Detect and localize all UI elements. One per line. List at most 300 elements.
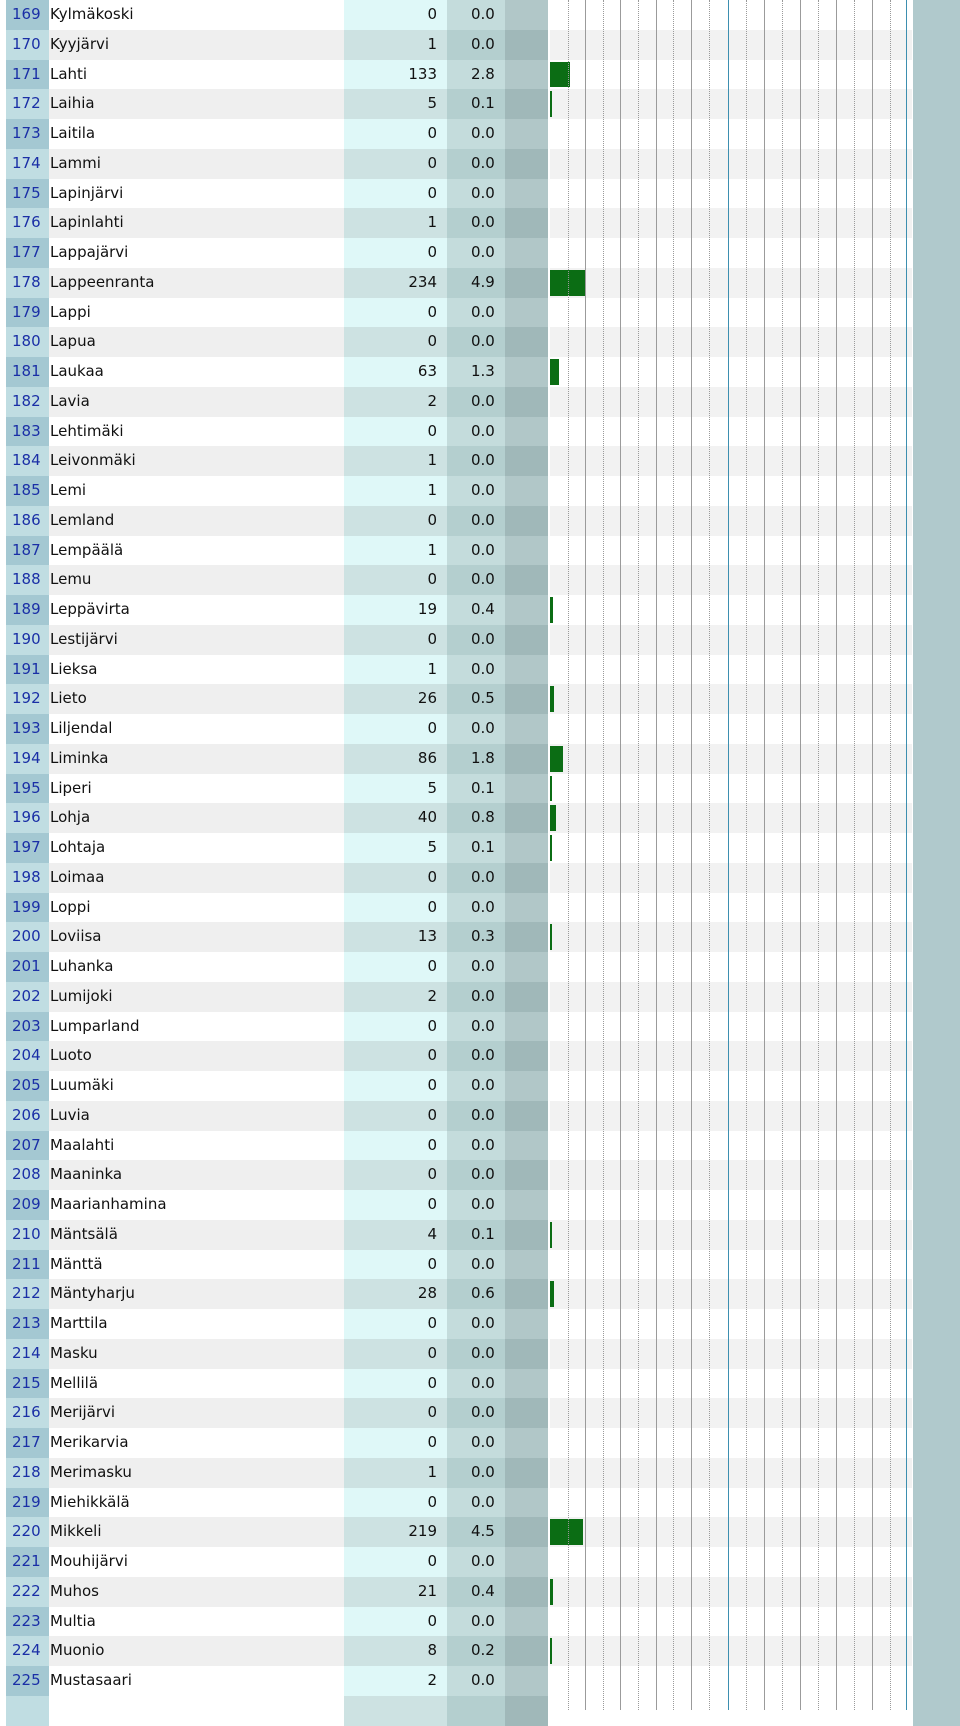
count-value: 0 [344, 952, 447, 982]
right-margin-cell [913, 833, 960, 863]
row-index-link[interactable]: 179 [6, 298, 49, 328]
municipality-name: Luumäki [49, 1071, 344, 1101]
municipality-name: Masku [49, 1339, 344, 1369]
municipality-name: Merimasku [49, 1458, 344, 1488]
municipality-name: Loimaa [49, 863, 344, 893]
municipality-name: Lapua [49, 327, 344, 357]
row-index-link[interactable]: 222 [6, 1577, 49, 1607]
percent-value: 0.0 [447, 238, 505, 268]
row-index-link[interactable]: 217 [6, 1428, 49, 1458]
percent-value: 0.0 [447, 1547, 505, 1577]
row-index-link[interactable]: 204 [6, 1041, 49, 1071]
row-index-link[interactable]: 191 [6, 655, 49, 685]
municipality-name: Mellilä [49, 1369, 344, 1399]
count-value: 0 [344, 893, 447, 923]
right-margin-cell [913, 1428, 960, 1458]
municipality-name: Lapinlahti [49, 208, 344, 238]
bar-cell [550, 1547, 912, 1577]
row-index-link[interactable]: 201 [6, 952, 49, 982]
count-value: 2 [344, 1666, 447, 1696]
count-value: 1 [344, 536, 447, 566]
bar-cell [550, 893, 912, 923]
count-value: 1 [344, 208, 447, 238]
row-index-link[interactable]: 205 [6, 1071, 49, 1101]
bar-cell [550, 387, 912, 417]
municipality-name: Lappi [49, 298, 344, 328]
right-margin-cell [913, 30, 960, 60]
bar-cell [550, 565, 912, 595]
empty-cell [505, 1696, 548, 1726]
count-value: 0 [344, 863, 447, 893]
spacer-cell [505, 655, 548, 685]
municipality-name: Liperi [49, 774, 344, 804]
spacer-cell [505, 327, 548, 357]
count-value: 219 [344, 1517, 447, 1547]
right-margin-cell [913, 1160, 960, 1190]
percent-bar [550, 597, 553, 623]
bar-cell [550, 952, 912, 982]
right-margin-cell [913, 536, 960, 566]
spacer-cell [505, 208, 548, 238]
count-value: 63 [344, 357, 447, 387]
count-value: 86 [344, 744, 447, 774]
percent-value: 0.0 [447, 625, 505, 655]
table-row [0, 1517, 960, 1547]
row-index-link[interactable]: 176 [6, 208, 49, 238]
municipality-name: Liminka [49, 744, 344, 774]
right-margin-cell [913, 268, 960, 298]
percent-value: 0.0 [447, 327, 505, 357]
spacer-cell [505, 1339, 548, 1369]
percent-value: 0.0 [447, 536, 505, 566]
row-index-link[interactable]: 223 [6, 1607, 49, 1637]
row-index-link[interactable]: 188 [6, 565, 49, 595]
row-index-link[interactable]: 212 [6, 1279, 49, 1309]
row-index-link[interactable]: 216 [6, 1398, 49, 1428]
table-row [0, 1547, 960, 1577]
table-row [0, 119, 960, 149]
count-value: 0 [344, 1250, 447, 1280]
municipality-name: Maaninka [49, 1160, 344, 1190]
right-margin-cell [913, 417, 960, 447]
right-margin-cell [913, 60, 960, 90]
row-index-link[interactable]: 202 [6, 982, 49, 1012]
spacer-cell [505, 1279, 548, 1309]
bar-cell [550, 595, 912, 625]
municipality-name: Marttila [49, 1309, 344, 1339]
row-index-link[interactable]: 196 [6, 803, 49, 833]
row-index-link[interactable]: 171 [6, 60, 49, 90]
row-index-link[interactable]: 175 [6, 179, 49, 209]
percent-value: 0.0 [447, 1131, 505, 1161]
table-row [0, 0, 960, 30]
row-index-link[interactable]: 170 [6, 30, 49, 60]
row-index-link[interactable]: 190 [6, 625, 49, 655]
row-index-link[interactable]: 184 [6, 446, 49, 476]
empty-cell [447, 1696, 505, 1726]
percent-value: 0.0 [447, 208, 505, 238]
right-margin-cell [913, 1547, 960, 1577]
percent-value: 0.0 [447, 1369, 505, 1399]
right-margin-cell [913, 119, 960, 149]
percent-value: 0.0 [447, 1339, 505, 1369]
row-index-link[interactable]: 207 [6, 1131, 49, 1161]
bar-cell [550, 357, 912, 387]
right-margin-cell [913, 179, 960, 209]
spacer-cell [505, 417, 548, 447]
count-value: 0 [344, 1309, 447, 1339]
spacer-cell [505, 30, 548, 60]
spacer-cell [505, 1488, 548, 1518]
percent-bar [550, 91, 552, 117]
bar-cell [550, 1577, 912, 1607]
table-row [0, 863, 960, 893]
row-index-link[interactable]: 183 [6, 417, 49, 447]
row-index-link[interactable]: 182 [6, 387, 49, 417]
right-margin-cell [913, 893, 960, 923]
count-value: 0 [344, 506, 447, 536]
row-index-link[interactable]: 174 [6, 149, 49, 179]
spacer-cell [505, 1458, 548, 1488]
percent-value: 0.0 [447, 1250, 505, 1280]
count-value: 1 [344, 655, 447, 685]
municipality-name: Mäntsälä [49, 1220, 344, 1250]
spacer-cell [505, 1428, 548, 1458]
row-index-link[interactable]: 197 [6, 833, 49, 863]
bar-cell [550, 1101, 912, 1131]
spacer-cell [505, 982, 548, 1012]
bar-cell [550, 714, 912, 744]
row-index-link[interactable]: 193 [6, 714, 49, 744]
right-margin-cell [913, 327, 960, 357]
percent-value: 0.0 [447, 1398, 505, 1428]
table-row [0, 208, 960, 238]
bar-cell [550, 1339, 912, 1369]
table-row [0, 1041, 960, 1071]
bar-cell [550, 446, 912, 476]
row-index-link[interactable]: 189 [6, 595, 49, 625]
table-row [0, 446, 960, 476]
table-row [0, 298, 960, 328]
right-margin-cell [913, 655, 960, 685]
spacer-cell [505, 536, 548, 566]
municipality-name: Multia [49, 1607, 344, 1637]
bar-cell [550, 238, 912, 268]
bar-cell [550, 774, 912, 804]
right-margin-cell [913, 1607, 960, 1637]
row-index-link[interactable]: 187 [6, 536, 49, 566]
row-index-link[interactable]: 169 [6, 0, 49, 30]
row-index-link[interactable]: 224 [6, 1636, 49, 1666]
spacer-cell [505, 684, 548, 714]
percent-value: 0.4 [447, 595, 505, 625]
bar-cell [550, 1636, 912, 1666]
percent-bar [550, 359, 559, 385]
percent-value: 0.8 [447, 803, 505, 833]
percent-bar [550, 835, 552, 861]
bar-cell [550, 1666, 912, 1696]
row-index-link[interactable]: 218 [6, 1458, 49, 1488]
count-value: 0 [344, 625, 447, 655]
spacer-cell [505, 1398, 548, 1428]
table-row [0, 744, 960, 774]
percent-bar [550, 805, 556, 831]
spacer-cell [505, 833, 548, 863]
spacer-cell [505, 1636, 548, 1666]
count-value: 4 [344, 1220, 447, 1250]
municipality-name: Lohtaja [49, 833, 344, 863]
percent-value: 0.0 [447, 30, 505, 60]
right-margin-cell [913, 298, 960, 328]
row-index-link[interactable]: 198 [6, 863, 49, 893]
spacer-cell [505, 714, 548, 744]
right-margin-cell [913, 506, 960, 536]
municipality-name: Lempäälä [49, 536, 344, 566]
municipality-name: Maarianhamina [49, 1190, 344, 1220]
municipality-name: Lavia [49, 387, 344, 417]
percent-bar [550, 270, 585, 296]
spacer-cell [505, 1220, 548, 1250]
percent-bar [550, 1281, 554, 1307]
percent-value: 4.5 [447, 1517, 505, 1547]
row-index-link[interactable]: 209 [6, 1190, 49, 1220]
right-margin-cell [913, 476, 960, 506]
count-value: 8 [344, 1636, 447, 1666]
row-index-link[interactable]: 194 [6, 744, 49, 774]
bar-cell [550, 89, 912, 119]
spacer-cell [505, 1190, 548, 1220]
count-value: 0 [344, 179, 447, 209]
bar-cell [550, 863, 912, 893]
table-row [0, 803, 960, 833]
table-row [0, 417, 960, 447]
spacer-cell [505, 1577, 548, 1607]
count-value: 0 [344, 1339, 447, 1369]
empty-cell [6, 1696, 49, 1726]
percent-value: 0.1 [447, 89, 505, 119]
count-value: 0 [344, 0, 447, 30]
municipality-name: Luhanka [49, 952, 344, 982]
spacer-cell [505, 119, 548, 149]
right-margin-cell [913, 238, 960, 268]
percent-value: 0.6 [447, 1279, 505, 1309]
table-row [0, 684, 960, 714]
table-row [0, 268, 960, 298]
row-index-link[interactable]: 214 [6, 1339, 49, 1369]
count-value: 0 [344, 1041, 447, 1071]
spacer-cell [505, 774, 548, 804]
table-row [0, 476, 960, 506]
table-row [0, 1071, 960, 1101]
row-index-link[interactable]: 173 [6, 119, 49, 149]
spacer-cell [505, 1160, 548, 1190]
row-index-link[interactable]: 195 [6, 774, 49, 804]
municipality-name: Lapinjärvi [49, 179, 344, 209]
right-margin-cell [913, 595, 960, 625]
right-margin-cell [913, 446, 960, 476]
row-index-link[interactable]: 192 [6, 684, 49, 714]
percent-bar [550, 1222, 552, 1248]
percent-bar [550, 746, 563, 772]
spacer-cell [505, 952, 548, 982]
count-value: 133 [344, 60, 447, 90]
count-value: 0 [344, 1488, 447, 1518]
table-row [0, 1220, 960, 1250]
row-index-link[interactable]: 220 [6, 1517, 49, 1547]
count-value: 0 [344, 565, 447, 595]
spacer-cell [505, 1547, 548, 1577]
bar-cell [550, 1250, 912, 1280]
count-value: 13 [344, 922, 447, 952]
bar-cell [550, 1190, 912, 1220]
table-row [0, 1398, 960, 1428]
row-index-link[interactable]: 210 [6, 1220, 49, 1250]
right-margin-cell [913, 684, 960, 714]
table-row [0, 1190, 960, 1220]
row-index-link[interactable]: 215 [6, 1369, 49, 1399]
municipality-name: Lumijoki [49, 982, 344, 1012]
bar-cell [550, 1071, 912, 1101]
bar-cell [550, 298, 912, 328]
right-margin-cell [913, 149, 960, 179]
spacer-cell [505, 357, 548, 387]
row-index-link[interactable]: 172 [6, 89, 49, 119]
municipality-name: Laukaa [49, 357, 344, 387]
spacer-cell [505, 387, 548, 417]
right-margin-cell [913, 0, 960, 30]
municipality-name: Maalahti [49, 1131, 344, 1161]
row-index-link[interactable]: 213 [6, 1309, 49, 1339]
table-row [0, 1279, 960, 1309]
row-index-link[interactable]: 186 [6, 506, 49, 536]
right-margin-cell [913, 1666, 960, 1696]
right-margin-cell [913, 774, 960, 804]
right-margin-cell [913, 803, 960, 833]
count-value: 5 [344, 833, 447, 863]
table-row [0, 1428, 960, 1458]
municipality-name: Miehikkälä [49, 1488, 344, 1518]
count-value: 0 [344, 1131, 447, 1161]
empty-cell [913, 1696, 960, 1726]
row-index-link[interactable]: 200 [6, 922, 49, 952]
spacer-cell [505, 625, 548, 655]
row-index-link[interactable]: 221 [6, 1547, 49, 1577]
bar-cell [550, 60, 912, 90]
bar-cell [550, 1398, 912, 1428]
empty-cell [550, 1696, 912, 1726]
bar-cell [550, 417, 912, 447]
right-margin-cell [913, 1250, 960, 1280]
spacer-cell [505, 922, 548, 952]
count-value: 0 [344, 149, 447, 179]
municipality-name: Lohja [49, 803, 344, 833]
percent-value: 0.4 [447, 1577, 505, 1607]
count-value: 0 [344, 1190, 447, 1220]
table-row [0, 595, 960, 625]
row-index-link[interactable]: 180 [6, 327, 49, 357]
table-row [0, 1309, 960, 1339]
municipality-name: Lestijärvi [49, 625, 344, 655]
spacer-cell [505, 1041, 548, 1071]
bar-cell [550, 684, 912, 714]
bar-cell [550, 833, 912, 863]
count-value: 1 [344, 30, 447, 60]
row-index-link[interactable]: 219 [6, 1488, 49, 1518]
table-row [0, 982, 960, 1012]
row-index-link[interactable]: 199 [6, 893, 49, 923]
table-row [0, 565, 960, 595]
municipality-name: Mäntyharju [49, 1279, 344, 1309]
right-margin-cell [913, 1071, 960, 1101]
municipality-name: Lappeenranta [49, 268, 344, 298]
percent-value: 0.0 [447, 1041, 505, 1071]
row-index-link[interactable]: 211 [6, 1250, 49, 1280]
percent-value: 0.1 [447, 833, 505, 863]
municipality-name: Liljendal [49, 714, 344, 744]
spacer-cell [505, 1309, 548, 1339]
percent-value: 0.0 [447, 506, 505, 536]
municipality-name: Lammi [49, 149, 344, 179]
count-value: 5 [344, 774, 447, 804]
bar-cell [550, 1131, 912, 1161]
spacer-cell [505, 893, 548, 923]
count-value: 0 [344, 714, 447, 744]
count-value: 0 [344, 298, 447, 328]
percent-value: 0.0 [447, 179, 505, 209]
right-margin-cell [913, 565, 960, 595]
percent-bar [550, 776, 552, 802]
spacer-cell [505, 149, 548, 179]
spacer-cell [505, 1369, 548, 1399]
row-index-link[interactable]: 203 [6, 1012, 49, 1042]
bar-cell [550, 179, 912, 209]
count-value: 0 [344, 327, 447, 357]
spacer-cell [505, 179, 548, 209]
row-index-link[interactable]: 178 [6, 268, 49, 298]
municipality-name: Mänttä [49, 1250, 344, 1280]
row-index-link[interactable]: 206 [6, 1101, 49, 1131]
row-index-link[interactable]: 181 [6, 357, 49, 387]
empty-cell [49, 1696, 344, 1726]
count-value: 0 [344, 1012, 447, 1042]
municipality-name: Lieto [49, 684, 344, 714]
table-row [0, 922, 960, 952]
percent-value: 0.0 [447, 952, 505, 982]
row-index-link[interactable]: 185 [6, 476, 49, 506]
municipality-name: Lemland [49, 506, 344, 536]
count-value: 2 [344, 387, 447, 417]
percent-value: 0.0 [447, 1190, 505, 1220]
bar-cell [550, 268, 912, 298]
row-index-link[interactable]: 225 [6, 1666, 49, 1696]
percent-value: 0.0 [447, 1012, 505, 1042]
bar-cell [550, 1012, 912, 1042]
municipality-name: Luvia [49, 1101, 344, 1131]
spacer-cell [505, 298, 548, 328]
percent-bar [550, 1638, 552, 1664]
spacer-cell [505, 1517, 548, 1547]
count-value: 26 [344, 684, 447, 714]
bar-cell [550, 30, 912, 60]
table-row [0, 1488, 960, 1518]
percent-value: 0.0 [447, 1607, 505, 1637]
table-row [0, 893, 960, 923]
row-index-link[interactable]: 177 [6, 238, 49, 268]
row-index-link[interactable]: 208 [6, 1160, 49, 1190]
table-row [0, 1101, 960, 1131]
spacer-cell [505, 1071, 548, 1101]
percent-value: 0.0 [447, 1428, 505, 1458]
